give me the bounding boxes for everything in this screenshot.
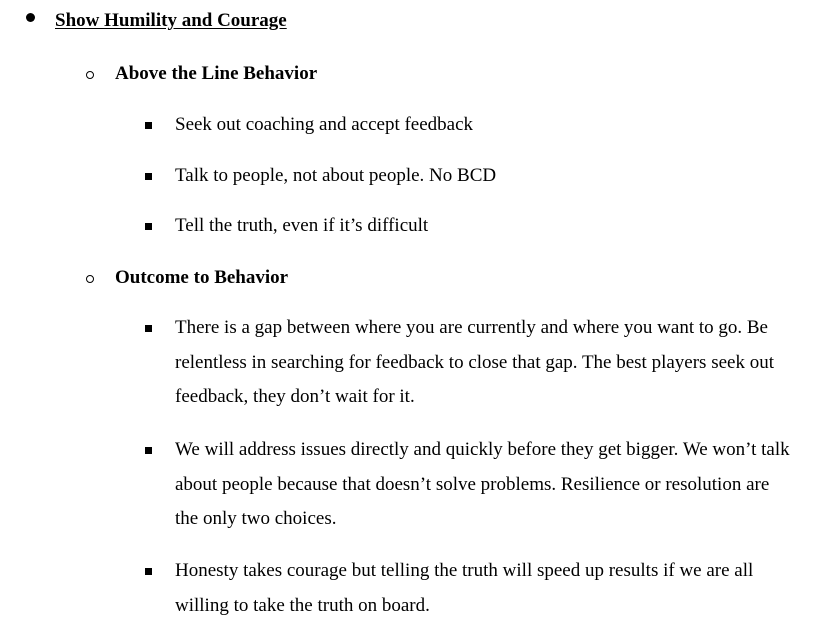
list-item: Seek out coaching and accept feedback — [175, 114, 474, 135]
list-item: We will address issues directly and quickly before they get bigger. We won’t talk about people because that doesn’t solve problems. Resilience or resolution are the only two choices. — [175, 439, 790, 529]
list-item: There is a gap between where you are currently and where you want to go. Be relentless in searching for feedback to close that gap. The best players seek out feedback, they don’t wait for it. — [175, 317, 774, 407]
hollow-circle-bullet-icon — [86, 71, 94, 79]
subsection-heading-above-the-line: Above the Line Behavior — [115, 63, 318, 84]
filled-circle-bullet-icon — [26, 13, 35, 22]
subsection-heading-outcome-to-behavior: Outcome to Behavior — [115, 267, 289, 288]
list-item: Talk to people, not about people. No BCD — [175, 165, 497, 186]
square-bullet-icon — [145, 173, 152, 180]
square-bullet-icon — [145, 447, 152, 454]
list-item: Honesty takes courage but telling the truth will speed up results if we are all willing to take the truth on board. — [175, 560, 754, 616]
hollow-circle-bullet-icon — [86, 275, 94, 283]
square-bullet-icon — [145, 325, 152, 332]
square-bullet-icon — [145, 568, 152, 575]
square-bullet-icon — [145, 223, 152, 230]
square-bullet-icon — [145, 122, 152, 129]
section-heading: Show Humility and Courage — [55, 10, 287, 31]
list-item: Tell the truth, even if it’s difficult — [175, 215, 429, 236]
